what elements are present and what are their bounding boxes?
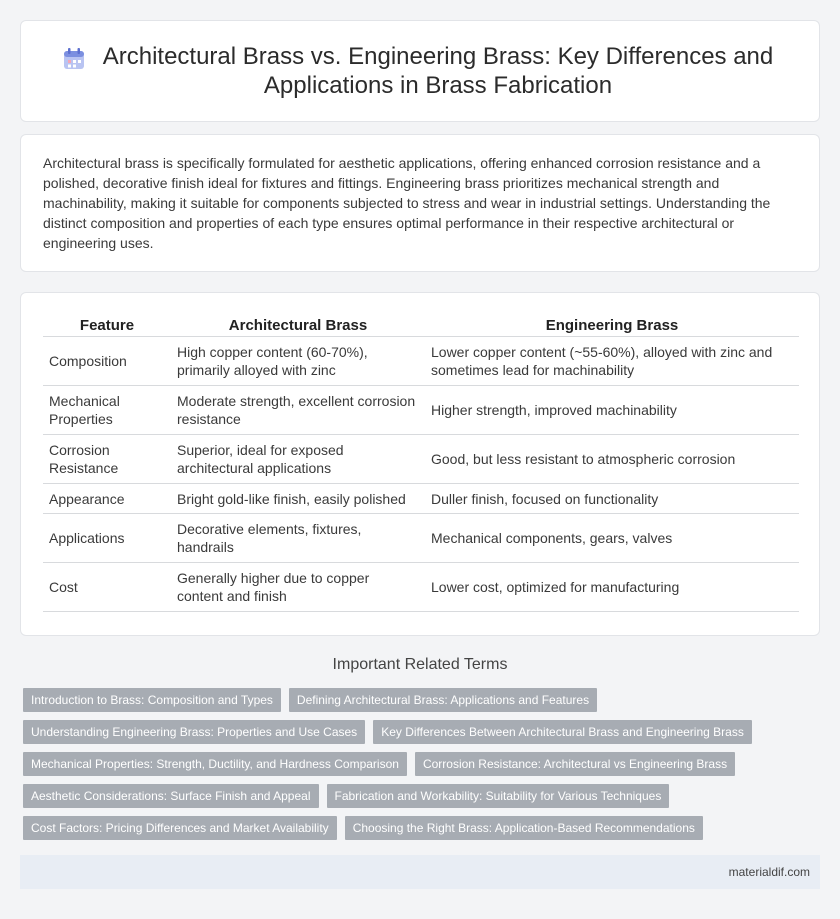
cell-architectural: Moderate strength, excellent corrosion resistance xyxy=(171,386,425,435)
cell-engineering: Lower cost, optimized for manufacturing xyxy=(425,563,799,612)
page-title: Architectural Brass vs. Engineering Brass: Key Differences and Applications in Brass Fabrication xyxy=(102,43,774,99)
cell-architectural: Decorative elements, fixtures, handrails xyxy=(171,514,425,563)
cell-feature: Corrosion Resistance xyxy=(43,435,171,484)
title-card xyxy=(20,20,820,122)
cell-feature: Mechanical Properties xyxy=(43,386,171,435)
related-term-tag[interactable]: Understanding Engineering Brass: Properties and Use Cases xyxy=(23,720,365,744)
cell-feature: Appearance xyxy=(43,484,171,514)
related-term-tag[interactable]: Choosing the Right Brass: Application-Based Recommendations xyxy=(345,816,703,840)
cell-architectural: Superior, ideal for exposed architectural applications xyxy=(171,435,425,484)
table-header-row xyxy=(43,313,799,337)
cell-engineering: Higher strength, improved machinability xyxy=(425,386,799,435)
cell-feature: Applications xyxy=(43,514,171,563)
table-row xyxy=(43,563,799,612)
cell-engineering: Duller finish, focused on functionality xyxy=(425,484,799,514)
related-term-tag[interactable]: Defining Architectural Brass: Applications and Features xyxy=(289,688,597,712)
cell-engineering: Good, but less resistant to atmospheric corrosion xyxy=(425,435,799,484)
cell-architectural: Generally higher due to copper content and finish xyxy=(171,563,425,612)
comparison-table xyxy=(43,313,799,612)
cell-architectural: Bright gold-like finish, easily polished xyxy=(171,484,425,514)
related-terms-title: Important Related Terms xyxy=(332,656,508,673)
header-feature: Feature xyxy=(43,313,171,337)
related-terms-list xyxy=(23,688,823,840)
related-term-tag[interactable]: Corrosion Resistance: Architectural vs Engineering Brass xyxy=(415,752,735,776)
title-wrap xyxy=(21,42,819,100)
header-architectural: Architectural Brass xyxy=(171,313,425,337)
cell-feature: Composition xyxy=(43,337,171,386)
header-engineering: Engineering Brass xyxy=(425,313,799,337)
intro-text: Architectural brass is specifically formulated for aesthetic applications, offering enhanced corrosion resistance and a polished, decorative finish ideal for fixtures and fittings. Engineering brass prioritizes mechanical strength and machinability, making it suitable for components subjected to stress and wear in industrial settings. Understanding the distinct composition and properties of each type ensures optimal performance in their respective architectural or engineering uses. xyxy=(43,155,771,251)
related-term-tag[interactable]: Aesthetic Considerations: Surface Finish and Appeal xyxy=(23,784,319,808)
calendar-icon xyxy=(61,46,87,72)
cell-engineering: Lower copper content (~55-60%), alloyed with zinc and sometimes lead for machinability xyxy=(425,337,799,386)
footer xyxy=(20,855,820,889)
table-row xyxy=(43,484,799,514)
cell-feature: Cost xyxy=(43,563,171,612)
related-term-tag[interactable]: Cost Factors: Pricing Differences and Market Availability xyxy=(23,816,337,840)
table-row xyxy=(43,337,799,386)
cell-engineering: Mechanical components, gears, valves xyxy=(425,514,799,563)
related-term-tag[interactable]: Key Differences Between Architectural Brass and Engineering Brass xyxy=(373,720,752,744)
cell-architectural: High copper content (60-70%), primarily alloyed with zinc xyxy=(171,337,425,386)
comparison-table-card xyxy=(20,292,820,636)
intro-card xyxy=(20,134,820,272)
table-row xyxy=(43,514,799,563)
related-term-tag[interactable]: Fabrication and Workability: Suitability for Various Techniques xyxy=(327,784,670,808)
related-term-tag[interactable]: Mechanical Properties: Strength, Ductility, and Hardness Comparison xyxy=(23,752,407,776)
table-row xyxy=(43,435,799,484)
table-row xyxy=(43,386,799,435)
related-term-tag[interactable]: Introduction to Brass: Composition and Types xyxy=(23,688,281,712)
footer-site-link[interactable]: materialdif.com xyxy=(728,865,810,879)
